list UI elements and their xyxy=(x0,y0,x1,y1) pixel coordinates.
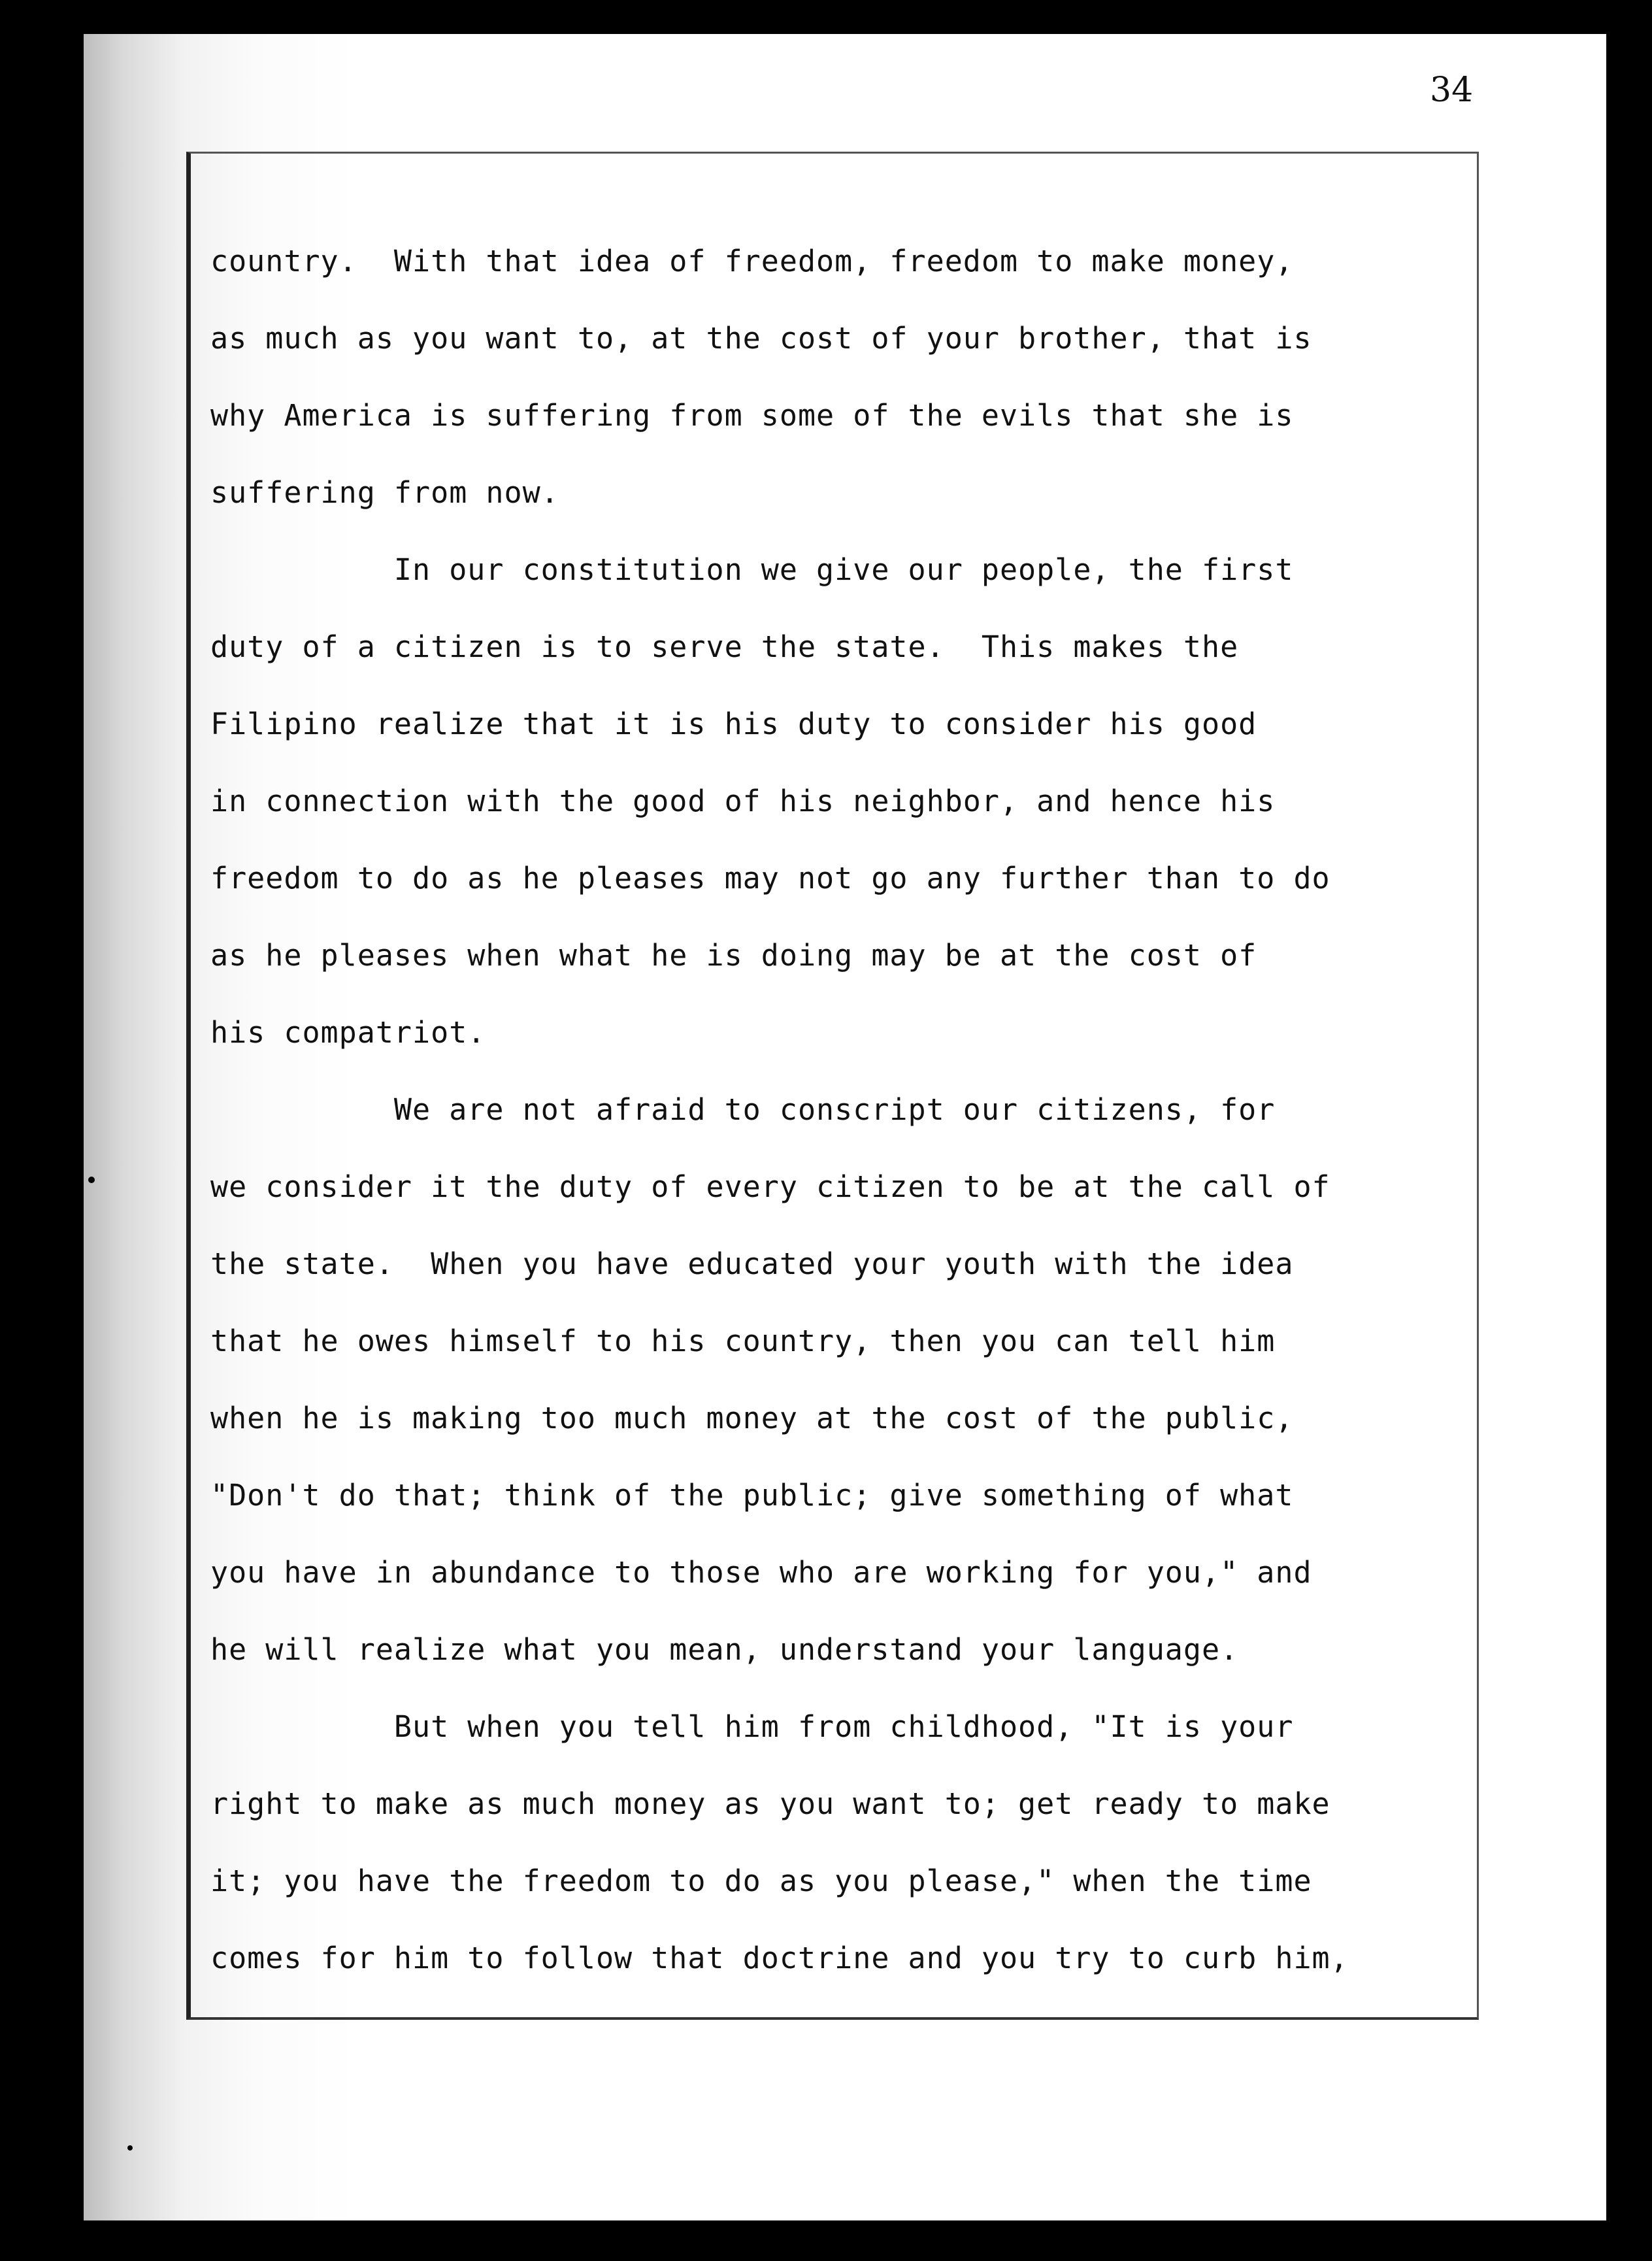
text-line: comes for him to follow that doctrine and you try to curb him, xyxy=(210,1941,1349,1975)
text-line: "Don't do that; think of the public; give something of what xyxy=(210,1478,1294,1513)
text-line: he will realize what you mean, understand your language. xyxy=(210,1632,1239,1667)
margin-mark xyxy=(127,2145,133,2151)
text-line: as much as you want to, at the cost of your brother, that is xyxy=(210,321,1312,356)
text-line: right to make as much money as you want to; get ready to make xyxy=(210,1786,1330,1821)
text-line: you have in abundance to those who are working for you," and xyxy=(210,1555,1312,1590)
text-line: freedom to do as he pleases may not go any further than to do xyxy=(210,861,1330,896)
text-line: in connection with the good of his neighbor, and hence his xyxy=(210,784,1276,818)
text-line: the state. When you have educated your youth with the idea xyxy=(210,1247,1294,1281)
text-line: Filipino realize that it is his duty to consider his good xyxy=(210,707,1257,741)
text-line: his compatriot. xyxy=(210,1015,486,1050)
text-line: duty of a citizen is to serve the state. This makes the xyxy=(210,629,1239,664)
text-line: that he owes himself to his country, then you can tell him xyxy=(210,1324,1276,1358)
text-line: suffering from now. xyxy=(210,475,559,510)
text-line: it; you have the freedom to do as you please," when the time xyxy=(210,1864,1312,1898)
text-line: In our constitution we give our people, the first xyxy=(210,552,1294,587)
text-line: We are not afraid to conscript our citizens, for xyxy=(210,1092,1276,1127)
text-line: country. With that idea of freedom, freedom to make money, xyxy=(210,244,1294,278)
margin-mark xyxy=(88,1177,95,1183)
text-line: as he pleases when what he is doing may be at the cost of xyxy=(210,938,1257,973)
text-line: But when you tell him from childhood, "It is your xyxy=(210,1709,1294,1744)
text-line: we consider it the duty of every citizen to be at the call of xyxy=(210,1169,1330,1204)
page-number: 34 xyxy=(1430,71,1474,110)
text-line: when he is making too much money at the cost of the public, xyxy=(210,1401,1294,1435)
text-line: why America is suffering from some of the evils that she is xyxy=(210,398,1294,433)
